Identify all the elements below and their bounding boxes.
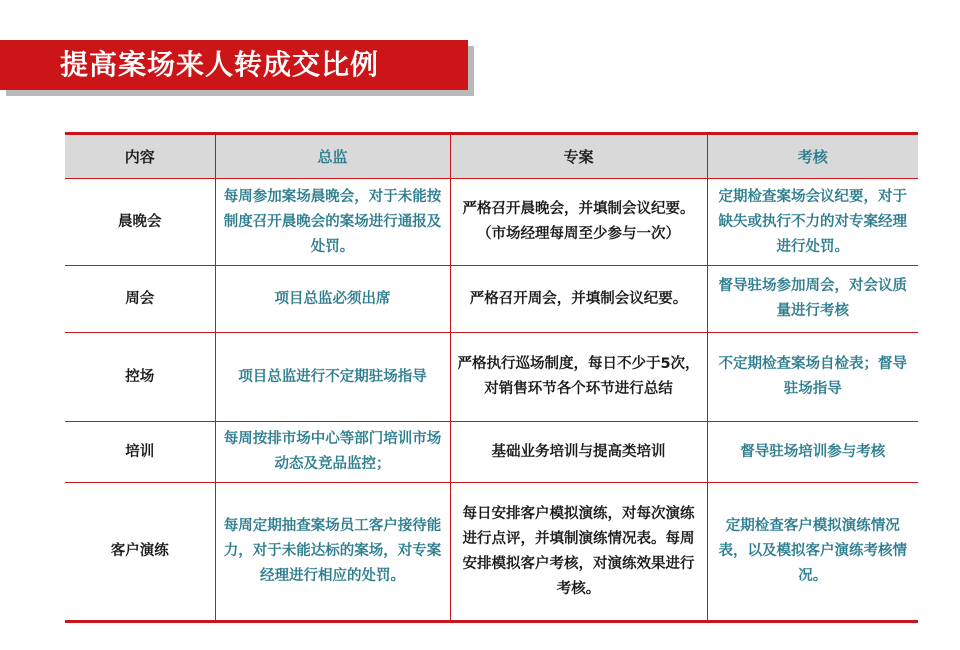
header-assessment: 考核 <box>707 134 918 179</box>
assessment-cell: 不定期检查案场自检表；督导驻场指导 <box>707 333 918 422</box>
header-content: 内容 <box>65 134 215 179</box>
assessment-cell: 定期检查客户模拟演练情况表，以及模拟客户演练考核情况。 <box>707 483 918 622</box>
director-cell: 每周参加案场晨晚会，对于未能按制度召开晨晚会的案场进行通报及处罚。 <box>215 179 450 266</box>
specialist-cell: 严格召开晨晚会，并填制会议纪要。（市场经理每周至少参与一次） <box>450 179 707 266</box>
assessment-cell: 督导驻场参加周会，对会议质量进行考核 <box>707 266 918 333</box>
director-cell: 项目总监进行不定期驻场指导 <box>215 333 450 422</box>
header-director: 总监 <box>215 134 450 179</box>
table-row <box>65 333 918 422</box>
row-item: 晨晚会 <box>65 179 215 266</box>
row-item: 控场 <box>65 333 215 422</box>
row-item: 周会 <box>65 266 215 333</box>
assessment-cell: 督导驻场培训参与考核 <box>707 422 918 483</box>
table-row <box>65 179 918 266</box>
director-cell: 项目总监必须出席 <box>215 266 450 333</box>
assessment-cell: 定期检查案场会议纪要，对于缺失或执行不力的对专案经理进行处罚。 <box>707 179 918 266</box>
page-title: 提高案场来人转成交比例 <box>60 48 380 81</box>
specialist-cell: 基础业务培训与提高类培训 <box>450 422 707 483</box>
row-item: 客户演练 <box>110 543 169 559</box>
row-item: 培训 <box>65 422 215 483</box>
table-row <box>65 266 918 333</box>
table-header-row <box>65 134 918 179</box>
responsibility-table <box>65 132 918 623</box>
header-specialist: 专案 <box>450 134 707 179</box>
specialist-cell: 严格执行巡场制度，每日不少于5次，对销售环节各个环节进行总结 <box>450 333 707 422</box>
table-row <box>65 483 918 622</box>
director-cell: 每周定期抽查案场员工客户接待能力，对于未能达标的案场，对专案经理进行相应的处罚。 <box>215 483 450 622</box>
table-row <box>65 422 918 483</box>
specialist-cell: 严格召开周会，并填制会议纪要。 <box>450 266 707 333</box>
title-banner <box>0 40 468 90</box>
director-cell: 每周按排市场中心等部门培训市场动态及竞品监控； <box>215 422 450 483</box>
specialist-cell: 每日安排客户模拟演练，对每次演练进行点评，并填制演练情况表。每周安排模拟客户考核，对演练效果进行考核。 <box>450 483 707 622</box>
